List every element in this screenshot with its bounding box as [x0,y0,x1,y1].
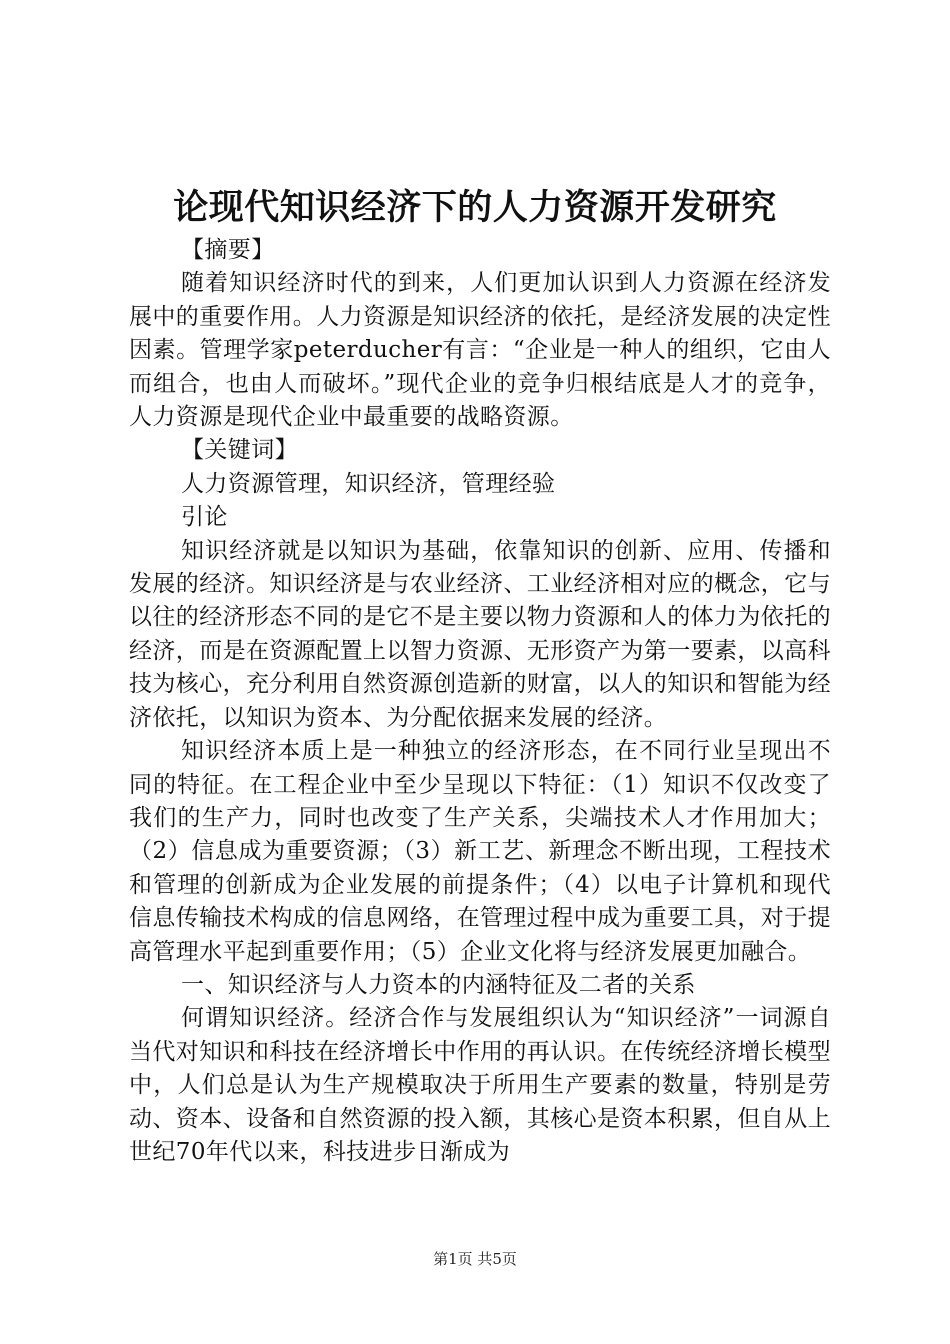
abstract-paragraph: 随着知识经济时代的到来，人们更加认识到人力资源在经济发展中的重要作用。人力资源是知识经济的依托，是经济发展的决定性因素。管理学家peterducher有言：“企业是一种人的组织，它由人而组合，也由人而破坏。”现代企业的竞争归根结底是人才的竞争，人力资源是现代企业中最重要的战略资源。 [129,270,831,431]
intro-paragraph-1: 知识经济就是以知识为基础，依靠知识的创新、应用、传播和发展的经济。知识经济是与农业经济、工业经济相对应的概念，它与以往的经济形态不同的是它不是主要以物力资源和人的体力为依托的经济，而是在资源配置上以智力资源、无形资产为第一要素，以高科技为核心，充分利用自然资源创造新的财富，以人的知识和智能为经济依托，以知识为资本、为分配依据来发展的经济。 [129,537,831,731]
section-1-heading: 一、知识经济与人力资本的内涵特征及二者的关系 [181,971,696,998]
document-body [129,234,831,1169]
page-footer: 第1页 共5页 [433,1250,517,1268]
intro-heading: 引论 [181,504,228,531]
section-1-paragraph-1: 何谓知识经济。经济合作与发展组织认为“知识经济”一词源自当代对知识和科技在经济增长中作用的再认识。在传统经济增长模型中，人们总是认为生产规模取决于所用生产要素的数量，特别是劳动、资本、设备和自然资源的投入额，其核心是资本积累，但自从上世纪70年代以来，科技进步日渐成为 [129,1005,831,1165]
document-title: 论现代知识经济下的人力资源开发研究 [173,187,777,228]
abstract-heading: 【摘要】 [181,237,275,263]
keywords-heading: 【关键词】 [181,437,298,464]
keywords-text: 人力资源管理，知识经济，管理经验 [181,470,556,497]
intro-paragraph-2: 知识经济本质上是一种独立的经济形态，在不同行业呈现出不同的特征。在工程企业中至少呈现以下特征：（1）知识不仅改变了我们的生产力，同时也改变了生产关系，尖端技术人才作用加大；（2）信息成为重要资源；（3）新工艺、新理念不断出现，工程技术和管理的创新成为企业发展的前提条件；（4）以电子计算机和现代信息传输技术构成的信息网络，在管理过程中成为重要工具，对于提高管理水平起到重要作用；（5）企业文化将与经济发展更加融合。 [129,738,831,965]
